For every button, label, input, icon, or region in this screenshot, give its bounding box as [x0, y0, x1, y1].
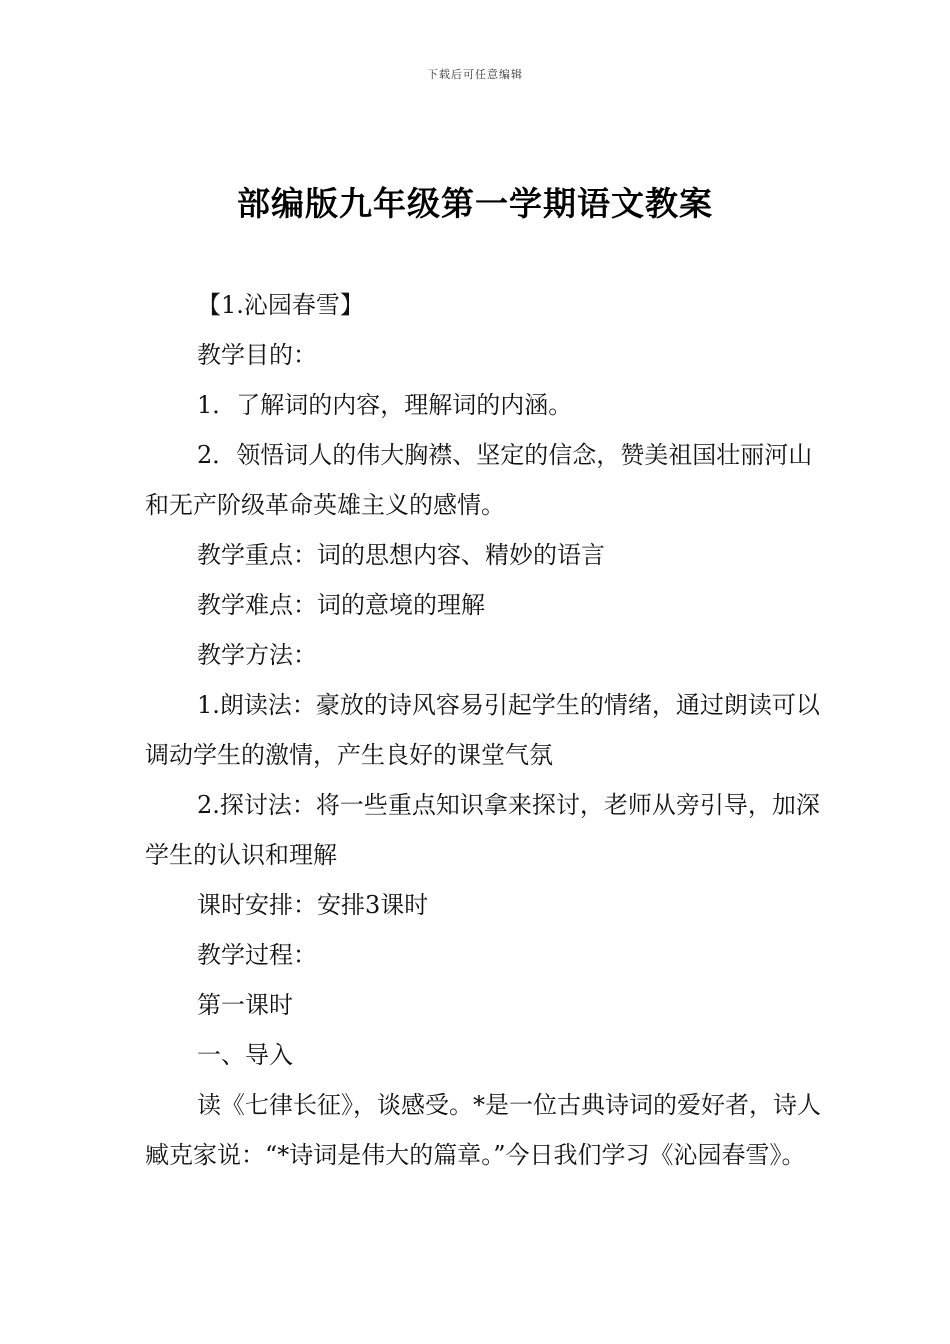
objectives-label: 教学目的： [197, 341, 317, 369]
objective-2: 2．领悟词人的伟大胸襟、坚定的信念，赞美祖国壮丽河山和无产阶级革命英雄主义的感情。 [145, 441, 813, 519]
methods-label: 教学方法： [197, 641, 317, 669]
objective-1: 1．了解词的内容，理解词的内涵。 [197, 391, 573, 419]
difficult-points: 教学难点：词的意境的理解 [197, 591, 485, 619]
process-label: 教学过程： [197, 941, 317, 969]
method-1: 1.朗读法：豪放的诗风容易引起学生的情绪，通过朗读可以调动学生的激情，产生良好的课堂气氛 [145, 691, 820, 769]
section-introduction: 一、导入 [197, 1041, 293, 1069]
key-points: 教学重点：词的思想内容、精妙的语言 [197, 541, 605, 569]
first-lesson-label: 第一课时 [197, 991, 293, 1019]
lesson-heading: 【1.沁园春雪】 [197, 291, 364, 319]
method-2: 2.探讨法：将一些重点知识拿来探讨，老师从旁引导，加深学生的认识和理解 [145, 791, 820, 869]
schedule: 课时安排：安排3课时 [197, 891, 429, 919]
introduction-text: 读《七律长征》，谈感受。*是一位古典诗词的爱好者，诗人臧克家说：“*诗词是伟大的篇章。”今日我们学习《沁园春雪》。 [145, 1091, 821, 1169]
page-header-note: 下载后可任意编辑 [427, 68, 523, 81]
document-title: 部编版九年级第一学期语文教案 [237, 184, 713, 223]
document-body [145, 280, 835, 1180]
